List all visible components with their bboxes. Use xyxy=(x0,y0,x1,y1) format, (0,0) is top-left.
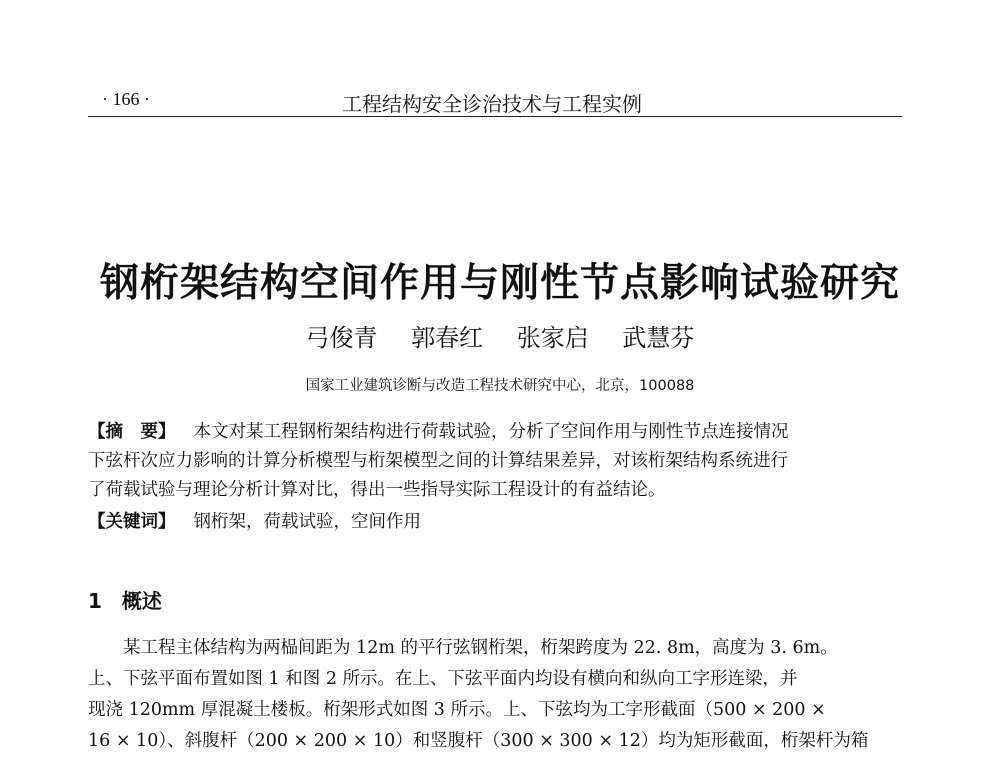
page-number: · 166 · xyxy=(102,89,150,109)
running-header xyxy=(88,86,902,117)
section-number: 1 xyxy=(88,589,102,613)
body-line: 16 × 10）、斜腹杆（200 × 200 × 10）和竖腹杆（300 × 300 × 12）均为矩形截面，桁架杆为箱 xyxy=(88,731,869,751)
author-list: 弓俊青 郭春红 张家启 武慧芬 xyxy=(305,324,695,352)
body-line: 现浇 120mm 厚混凝土楼板。桁架形式如图 3 所示。上、下弦均为工字形截面（500 × 200 × xyxy=(88,700,826,720)
abstract-text: 本文对某工程钢桁架结构进行荷载试验，分析了空间作用与刚性节点连接情况 xyxy=(193,422,789,442)
abstract xyxy=(88,418,906,505)
body-line: 某工程主体结构为两榀间距为 12m 的平行弦钢桁架，桁架跨度为 22. 8m，高度为 3. 6m。 xyxy=(123,638,838,658)
abstract-line: 了荷载试验与理论分析计算对比，得出一些指导实际工程设计的有益结论。 xyxy=(88,480,666,500)
keywords-label: 【关键词】 xyxy=(88,512,176,532)
journal-title: 工程结构安全诊治技术与工程实例 xyxy=(342,92,642,116)
abstract-line xyxy=(88,418,906,447)
section-heading xyxy=(88,585,162,614)
paper-title: 钢桁架结构空间作用与刚性节点影响试验研究 xyxy=(99,261,900,306)
abstract-label: 【摘 要】 xyxy=(88,422,176,442)
abstract-line: 下弦杆次应力影响的计算分析模型与桁架模型之间的计算结果差异，对该桁架结构系统进行 xyxy=(88,451,788,471)
keywords xyxy=(88,508,906,537)
keywords-text: 钢桁架，荷载试验，空间作用 xyxy=(193,512,421,532)
body-line: 上、下弦平面布置如图 1 和图 2 所示。在上、下弦平面内均设有横向和纵向工字形连梁，并 xyxy=(88,669,798,689)
affiliation: 国家工业建筑诊断与改造工程技术研究中心，北京，100088 xyxy=(305,378,695,394)
section-body xyxy=(88,633,906,757)
section-title: 概述 xyxy=(121,589,162,613)
